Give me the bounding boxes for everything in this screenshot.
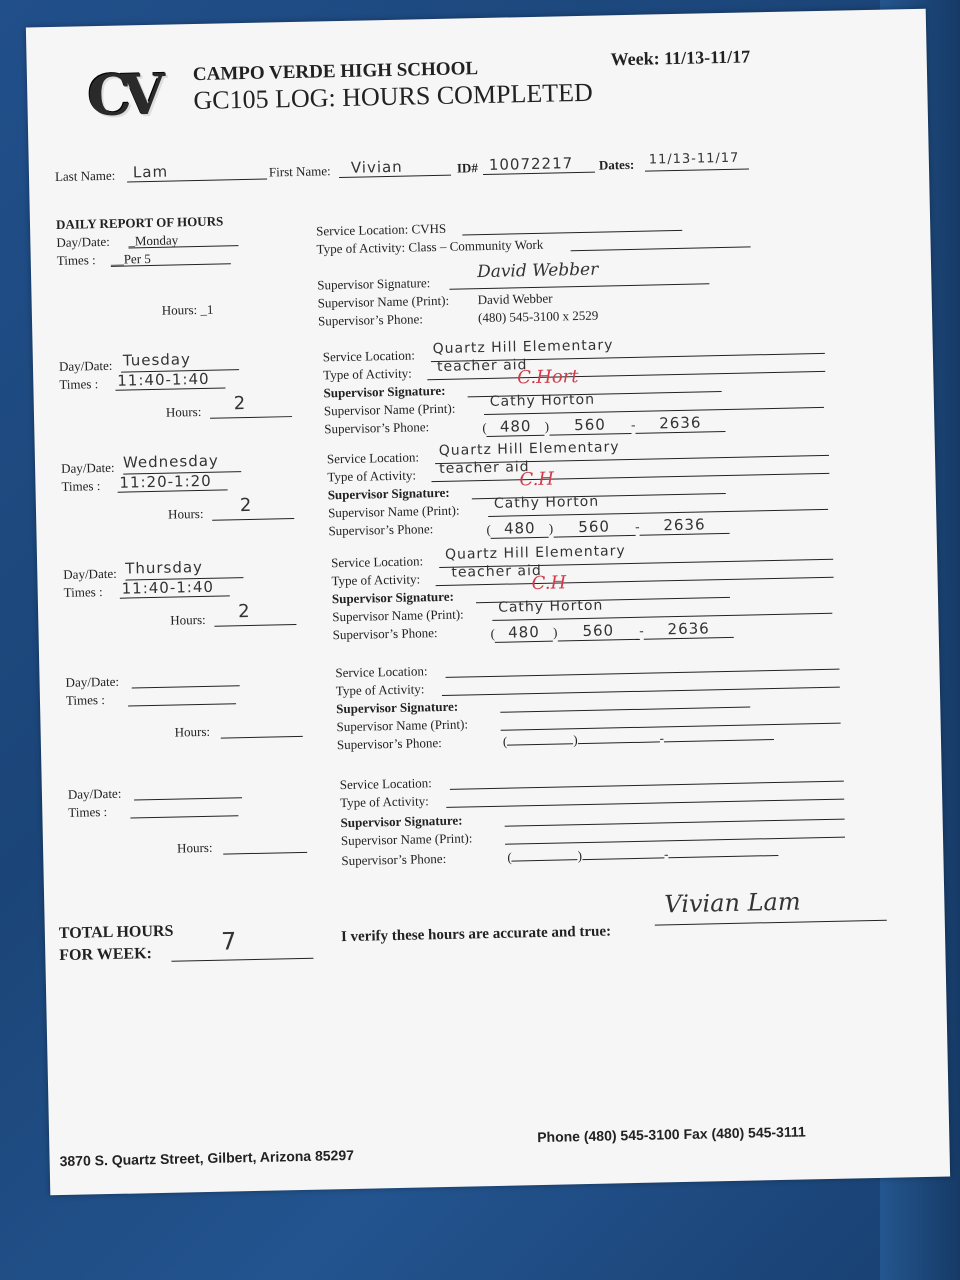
day-date-label: Day/Date: xyxy=(60,459,115,476)
phone-format: ( 480 ) 560 - 2636 xyxy=(486,515,729,539)
supervisor-phone-label: Supervisor’s Phone: xyxy=(336,735,442,753)
phone-format[interactable]: ( ) - xyxy=(503,728,774,750)
hours-line xyxy=(212,518,294,521)
supervisor-signature: C.H xyxy=(531,572,567,595)
supervisor-name-label: Supervisor Name (Print): xyxy=(323,400,456,419)
supervisor-phone-value: (480) 545-3100 x 2529 xyxy=(477,307,599,326)
times-line[interactable] xyxy=(128,703,236,706)
day-date-label: Day/Date: xyxy=(58,357,113,374)
supervisor-phone-label: Supervisor’s Phone: xyxy=(341,850,447,869)
type-of-activity-label: Type of Activity: xyxy=(340,793,429,811)
day-date-label: Day/Date: xyxy=(65,673,120,690)
supervisor-name-line[interactable] xyxy=(505,837,845,845)
activity-value: teacher aid xyxy=(439,459,530,477)
activity-value: teacher aid xyxy=(451,562,542,581)
footer-phone-fax: Phone (480) 545-3100 Fax (480) 545-3111 xyxy=(537,1123,806,1146)
times-value: __Per 5 xyxy=(110,250,151,267)
type-of-activity-label: Type of Activity: xyxy=(327,467,417,485)
supervisor-name-value: Cathy Horton xyxy=(493,493,600,512)
first-name-value: Vivian xyxy=(350,157,403,177)
activity-line xyxy=(571,246,751,251)
phone-area-code: 480 xyxy=(495,623,553,643)
supervisor-signature: C.Hort xyxy=(517,366,579,389)
school-name: CAMPO VERDE HIGH SCHOOL xyxy=(192,58,479,86)
supervisor-name-value: David Webber xyxy=(477,290,553,308)
phone-format[interactable]: ( ) - xyxy=(507,844,778,866)
phone-area-code: 480 xyxy=(491,519,549,539)
phone-line-number: 2636 xyxy=(643,619,733,640)
service-location-value: Quartz Hill Elementary xyxy=(432,337,614,358)
supervisor-name-value: Cathy Horton xyxy=(497,597,604,616)
supervisor-signature-label: Supervisor Signature: xyxy=(317,275,431,293)
day-date-label: Day/Date: xyxy=(63,565,117,582)
supervisor-signature-label: Supervisor Signature: xyxy=(340,812,463,831)
service-location-label: Service Location: xyxy=(330,553,424,571)
hours-label: Hours: xyxy=(167,505,204,522)
times-line[interactable] xyxy=(130,815,238,818)
hours-value: 2 xyxy=(237,600,251,623)
service-location-label: Service Location: xyxy=(339,775,432,793)
phone-prefix: 560 xyxy=(557,621,639,642)
school-logo: CV xyxy=(86,61,157,130)
hours-label: Hours: xyxy=(170,611,206,628)
phone-line-number: 2636 xyxy=(639,515,729,536)
day-value: Tuesday xyxy=(122,350,192,370)
day-date-label: Day/Date: xyxy=(56,233,110,250)
supervisor-name-label: Supervisor Name (Print): xyxy=(327,502,460,521)
id-label: ID# xyxy=(456,160,479,176)
week-range: Week: 11/13-11/17 xyxy=(610,46,751,70)
student-signature-line xyxy=(655,920,887,926)
day-line[interactable] xyxy=(132,685,240,688)
times-label: Times : xyxy=(68,804,108,820)
hours-label: Hours: xyxy=(176,839,213,856)
supervisor-signature: David Webber xyxy=(476,259,599,283)
service-location-line[interactable] xyxy=(446,669,840,678)
first-name-label: First Name: xyxy=(268,163,331,180)
times-value: 11:20-1:20 xyxy=(119,471,212,492)
type-of-activity-label: Type of Activity: xyxy=(335,681,425,699)
service-location-label: Service Location: xyxy=(335,663,428,681)
service-location-value: Quartz Hill Elementary xyxy=(438,439,620,459)
last-name-value: Lam xyxy=(132,162,169,182)
total-hours-label: TOTAL HOURS xyxy=(58,922,174,943)
signature-line[interactable] xyxy=(500,707,750,713)
activity-value: teacher aid xyxy=(436,357,528,376)
type-of-activity-label: Type of Activity: xyxy=(331,571,421,589)
day-value: Thursday xyxy=(125,557,204,578)
day-value: Wednesday xyxy=(122,451,220,472)
supervisor-name-label: Supervisor Name (Print): xyxy=(340,830,473,849)
supervisor-signature-label: Supervisor Signature: xyxy=(323,382,446,401)
dates-label: Dates: xyxy=(598,156,635,173)
supervisor-phone-label: Supervisor’s Phone: xyxy=(328,521,434,539)
supervisor-signature-label: Supervisor Signature: xyxy=(327,484,450,503)
times-value: 11:40-1:40 xyxy=(117,369,210,390)
hours-label: Hours: xyxy=(174,723,211,740)
phone-area-code: 480 xyxy=(486,417,544,437)
hours-log-form xyxy=(26,9,950,1196)
service-location-value: Service Location: CVHS xyxy=(316,220,447,239)
signature-line xyxy=(449,283,709,289)
times-label: Times : xyxy=(65,692,106,708)
signature-line[interactable] xyxy=(505,819,845,827)
hours-value: Hours: _1 xyxy=(161,301,214,318)
times-value: 11:40-1:40 xyxy=(121,577,215,598)
activity-line[interactable] xyxy=(446,799,844,808)
supervisor-signature-label: Supervisor Signature: xyxy=(331,588,454,607)
phone-line-number: 2636 xyxy=(635,413,725,434)
service-location-line xyxy=(462,230,682,236)
activity-line[interactable] xyxy=(442,687,840,696)
day-date-label: Day/Date: xyxy=(67,785,122,802)
supervisor-signature-label: Supervisor Signature: xyxy=(336,698,459,717)
supervisor-name-label: Supervisor Name (Print): xyxy=(332,606,464,625)
service-location-label: Service Location: xyxy=(326,449,420,467)
hours-line[interactable] xyxy=(223,852,307,855)
supervisor-name-label: Supervisor Name (Print): xyxy=(336,716,469,735)
phone-prefix: 560 xyxy=(549,415,631,436)
phone-format: ( 480 ) 560 - 2636 xyxy=(490,619,733,643)
service-location-label: Service Location: xyxy=(322,347,416,365)
day-value: _Monday xyxy=(128,232,179,249)
hours-value: 2 xyxy=(239,494,253,517)
form-title: GC105 LOG: HOURS COMPLETED xyxy=(193,77,594,116)
supervisor-phone-label: Supervisor’s Phone: xyxy=(317,311,424,329)
dates-line xyxy=(645,168,749,171)
hours-line[interactable] xyxy=(221,736,303,739)
dates-value: 11/13-11/17 xyxy=(648,150,740,168)
id-value: 10072217 xyxy=(488,154,574,174)
total-hours-line xyxy=(171,958,313,962)
total-hours-label-2: FOR WEEK: xyxy=(59,945,153,965)
service-location-value: Quartz Hill Elementary xyxy=(444,543,626,563)
times-label: Times : xyxy=(61,478,101,494)
phone-prefix: 560 xyxy=(553,517,635,538)
supervisor-phone-label: Supervisor’s Phone: xyxy=(324,419,430,437)
phone-format: ( 480 ) 560 - 2636 xyxy=(482,413,725,437)
hours-line xyxy=(214,624,296,627)
supervisor-name-value: Cathy Horton xyxy=(489,391,596,410)
supervisor-signature: C.H xyxy=(519,468,555,491)
last-name-label: Last Name: xyxy=(54,167,116,184)
student-signature: Vivian Lam xyxy=(664,887,801,919)
service-location-line[interactable] xyxy=(450,781,844,790)
supervisor-phone-label: Supervisor’s Phone: xyxy=(332,625,438,643)
type-of-activity-label: Type of Activity: xyxy=(323,365,412,383)
day-line[interactable] xyxy=(134,797,242,800)
hours-value: 2 xyxy=(233,393,247,415)
hours-line xyxy=(210,416,292,419)
verify-label: I verify these hours are accurate and true: xyxy=(340,923,612,946)
times-label: Times : xyxy=(56,252,96,268)
times-label: Times : xyxy=(63,584,103,600)
times-label: Times : xyxy=(59,376,99,392)
daily-report-heading: DAILY REPORT OF HOURS xyxy=(55,213,224,232)
activity-value: Type of Activity: Class – Community Work xyxy=(316,236,544,257)
supervisor-name-label: Supervisor Name (Print): xyxy=(317,292,450,311)
total-hours-value: 7 xyxy=(220,927,238,956)
hours-label: Hours: xyxy=(165,403,202,420)
footer-address: 3870 S. Quartz Street, Gilbert, Arizona 85297 xyxy=(59,1146,355,1170)
